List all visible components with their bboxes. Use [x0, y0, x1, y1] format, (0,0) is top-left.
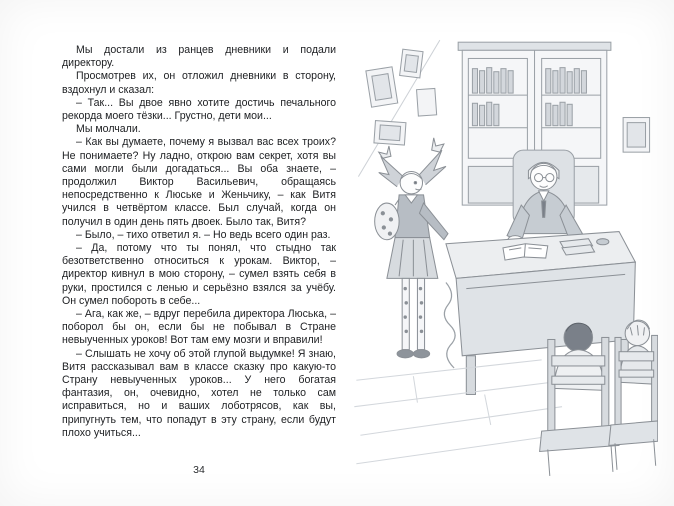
paragraph: Мы молчали.	[76, 123, 141, 136]
curly-cord	[444, 282, 455, 368]
text-column	[62, 44, 336, 440]
illustration	[352, 32, 658, 480]
paragraph: Просмотрев их, он отложил дневники в сторону, вздохнул и сказал:	[62, 70, 336, 96]
illustration-drawing	[352, 32, 658, 480]
diaries-stack	[560, 239, 595, 255]
paragraph: – Да, потому что ты понял, что стыдно так безответственно относиться к урокам. Виктор, – директор кивнул в мою сторону, – сумел взять себя в руки, простился с ленью и серьёзно взялся за учёбу. Он сумел побороть в себе...	[62, 242, 336, 307]
paragraph: – Так... Вы двое явно хотите достичь печального рекорда моего тёзки... Грустно, дети мои...	[62, 96, 336, 123]
paragraph: – Было, – тихо ответил я. – Но ведь всего один раз.	[76, 228, 331, 241]
paragraph: Мы достали из ранцев дневники и подали директору.	[62, 44, 336, 70]
chair-left	[540, 337, 619, 475]
chair-right	[609, 335, 658, 469]
page-number: 34	[193, 464, 205, 476]
paragraph: – Как вы думаете, почему я вызвал вас всех троих? Не понимаете? Ну ладно, открою вам секрет, хотя вы сами могли были догадаться... Вы оба знаете, – продолжил Виктор Васильевич, обращаясь непосредственно к Люське и Женьчику, – как Витя учился в четвёртом классе. Был случай, когда он получил в один день пять двоек. Было так, Витя?	[62, 136, 336, 228]
right-wall-frame	[623, 118, 649, 153]
paragraph: – Ага, как же, – вдруг перебила директора Люська, – поборол бы он, если бы не побывал в Стране невыученных уроков! Вот там ему мозги и вправили!	[62, 308, 336, 347]
girl-figure	[375, 138, 448, 358]
paragraph: – Слышать не хочу об этой глупой выдумке! Я знаю, Витя рассказывал вам в классе сказку про какую-то Страну невыученных уроков... У него богатая фантазия, он, очевидно, хотел не только сам исправиться, но и ваших лоботрясов, как вы, припугнуть тем, что попадут в эту страну, если будут плохо учиться...	[62, 347, 336, 439]
